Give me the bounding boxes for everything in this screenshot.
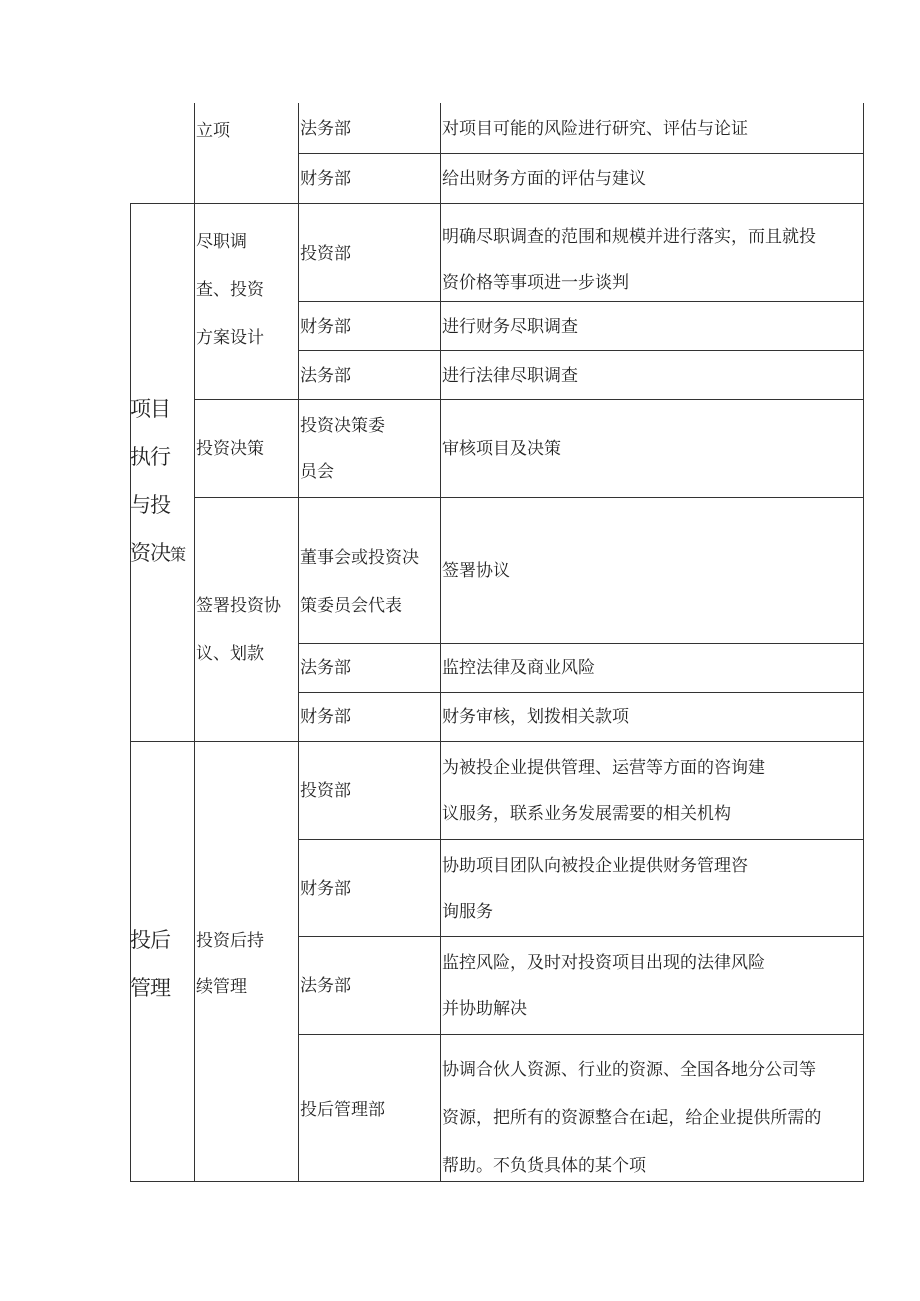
dept-cell: 财务部 (300, 707, 351, 727)
dept-cell: 财务部 (300, 169, 351, 189)
row-divider (194, 497, 864, 498)
row-divider (298, 936, 864, 937)
desc-cell (442, 1046, 821, 1190)
row-divider (298, 839, 864, 840)
step-cell (196, 582, 281, 678)
dept-cell: 法务部 (300, 366, 351, 386)
stage-cell-post-investment (130, 916, 196, 1012)
desc-cell: 进行财务尽职调查 (442, 317, 578, 337)
dept-cell: 投资部 (300, 781, 351, 801)
desc-cell (442, 745, 765, 837)
desc-cell: 财务审核，划拨相关款项 (442, 707, 629, 727)
column-divider (194, 103, 195, 1182)
row-divider (298, 643, 864, 644)
dept-cell: 财务部 (300, 879, 351, 899)
stage-text-line: 项目 (130, 397, 170, 421)
row-divider (298, 350, 864, 351)
stage-text-line (130, 529, 196, 579)
desc-text-line: 帮助。不负货具体的某个项 (442, 1156, 646, 1176)
desc-cell: 签署协议 (442, 561, 510, 581)
step-text-line: 方案设计 (196, 328, 264, 348)
process-table (130, 103, 864, 1182)
step-cell (196, 918, 264, 1010)
desc-cell: 进行法律尽职调查 (442, 366, 578, 386)
desc-text-line: 协助项目团队向被投企业提供财务管理咨 (442, 856, 748, 876)
row-divider (298, 153, 864, 154)
desc-text-line: 议服务，联系业务发展需要的相关机构 (442, 804, 731, 824)
row-divider (130, 203, 864, 204)
desc-cell (442, 940, 765, 1032)
step-text-line: 签署投资协 (196, 596, 281, 616)
desc-text-line: 并协助解决 (442, 999, 527, 1019)
dept-cell (300, 534, 419, 630)
step-text-line: 尽职调 (196, 232, 247, 252)
step-text-line: 查、投资 (196, 280, 264, 300)
dept-cell: 法务部 (300, 119, 351, 139)
dept-cell: 法务部 (300, 976, 351, 996)
desc-cell (442, 214, 816, 306)
desc-text-line: 资源，把所有的资源整合在i起，给企业提供所需的 (442, 1108, 822, 1128)
row-divider (130, 741, 864, 742)
row-divider (298, 1034, 864, 1035)
dept-text-line: 董事会或投资决 (300, 548, 419, 568)
desc-cell: 审核项目及决策 (442, 439, 561, 459)
step-text-line: 议、划款 (196, 644, 264, 664)
dept-cell: 法务部 (300, 658, 351, 678)
desc-text-line: 监控风险，及时对投资项目出现的法律风险 (442, 953, 765, 973)
step-cell: 投资决策 (196, 439, 264, 459)
stage-text-line: 与投 (130, 493, 170, 517)
stage-text-part: 资决 (130, 541, 170, 565)
dept-text-line: 员会 (300, 462, 334, 482)
step-cell (196, 218, 264, 362)
stage-text-line: 投后 (130, 928, 170, 952)
stage-cell-execution (130, 385, 196, 579)
dept-text-line: 投资决策委 (300, 416, 385, 436)
desc-cell: 监控法律及商业风险 (442, 658, 595, 678)
stage-text-part: 策 (170, 545, 187, 564)
dept-cell: 财务部 (300, 317, 351, 337)
row-divider (298, 692, 864, 693)
desc-cell (442, 843, 748, 935)
desc-text-line: 资价格等事项进一步谈判 (442, 273, 629, 293)
desc-text-line: 为被投企业提供管理、运营等方面的咨询建 (442, 758, 765, 778)
dept-cell (300, 403, 385, 495)
step-text-line: 投资后持 (196, 931, 264, 951)
table-border-left (130, 203, 131, 1182)
dept-cell: 投后管理部 (300, 1100, 385, 1120)
stage-text-line: 执行 (130, 445, 170, 469)
row-divider (194, 399, 864, 400)
desc-cell: 对项目可能的风险进行研究、评估与论证 (442, 119, 748, 139)
desc-text-line: 协调合伙人资源、行业的资源、全国各地分公司等 (442, 1060, 816, 1080)
desc-cell: 给出财务方面的评估与建议 (442, 169, 646, 189)
stage-text-line: 管理 (130, 976, 170, 1000)
step-text-line: 续管理 (196, 977, 247, 997)
step-cell: 立项 (196, 121, 230, 141)
dept-text-line: 策委员会代表 (300, 596, 402, 616)
desc-text-line: 明确尽职调查的范围和规模并进行落实，而且就投 (442, 227, 816, 247)
dept-cell: 投资部 (300, 244, 351, 264)
desc-text-line: 询服务 (442, 902, 493, 922)
